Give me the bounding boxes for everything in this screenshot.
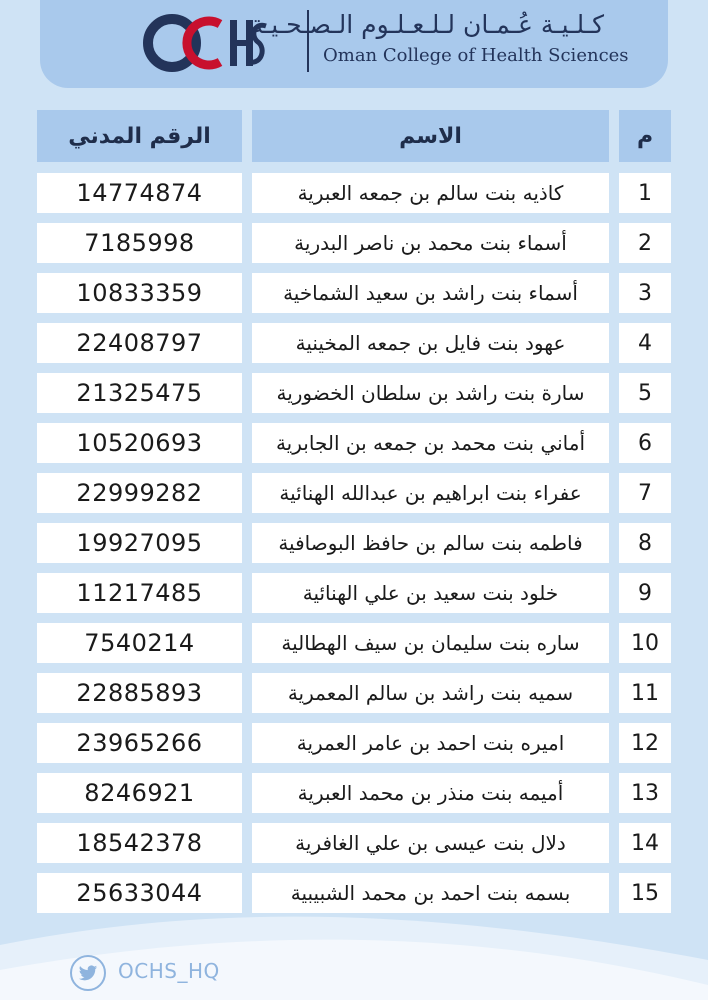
row-number: 9 bbox=[619, 573, 671, 613]
row-name: خلود بنت سعيد بن علي الهنائية bbox=[252, 573, 609, 613]
row-civil-id: 7540214 bbox=[37, 623, 242, 663]
table-row bbox=[0, 623, 708, 663]
table-row bbox=[0, 473, 708, 513]
row-number: 8 bbox=[619, 523, 671, 563]
column-header-name: الاسم bbox=[252, 110, 609, 162]
row-civil-id: 19927095 bbox=[37, 523, 242, 563]
row-name: كاذيه بنت سالم بن جمعه العبرية bbox=[252, 173, 609, 213]
table-row bbox=[0, 523, 708, 563]
table-row bbox=[0, 723, 708, 763]
row-number: 3 bbox=[619, 273, 671, 313]
row-number: 1 bbox=[619, 173, 671, 213]
table-row bbox=[0, 223, 708, 263]
college-name-english: Oman College of Health Sciences bbox=[323, 45, 629, 66]
column-header-number: م bbox=[619, 110, 671, 162]
row-number: 15 bbox=[619, 873, 671, 913]
table-row bbox=[0, 573, 708, 613]
ochs-logo-icon bbox=[142, 8, 267, 78]
twitter-icon bbox=[70, 955, 106, 991]
table-row bbox=[0, 373, 708, 413]
row-civil-id: 18542378 bbox=[37, 823, 242, 863]
row-name: أسماء بنت محمد بن ناصر البدرية bbox=[252, 223, 609, 263]
table-row bbox=[0, 273, 708, 313]
row-number: 4 bbox=[619, 323, 671, 363]
row-name: عفراء بنت ابراهيم بن عبدالله الهنائية bbox=[252, 473, 609, 513]
row-name: أماني بنت محمد بن جمعه بن الجابرية bbox=[252, 423, 609, 463]
row-number: 14 bbox=[619, 823, 671, 863]
row-number: 13 bbox=[619, 773, 671, 813]
row-civil-id: 10833359 bbox=[37, 273, 242, 313]
header-banner bbox=[40, 0, 668, 88]
table-row bbox=[0, 823, 708, 863]
row-name: أميمه بنت منذر بن محمد العبرية bbox=[252, 773, 609, 813]
row-name: سميه بنت راشد بن سالم المعمرية bbox=[252, 673, 609, 713]
row-number: 2 bbox=[619, 223, 671, 263]
row-name: دلال بنت عيسى بن علي الغافرية bbox=[252, 823, 609, 863]
row-name: عهود بنت فايل بن جمعه المخينية bbox=[252, 323, 609, 363]
row-civil-id: 8246921 bbox=[37, 773, 242, 813]
footer-wave bbox=[0, 900, 708, 1000]
row-civil-id: 22885893 bbox=[37, 673, 242, 713]
row-civil-id: 23965266 bbox=[37, 723, 242, 763]
row-number: 5 bbox=[619, 373, 671, 413]
row-civil-id: 22408797 bbox=[37, 323, 242, 363]
row-civil-id: 14774874 bbox=[37, 173, 242, 213]
table-row bbox=[0, 173, 708, 213]
row-number: 12 bbox=[619, 723, 671, 763]
table-row bbox=[0, 423, 708, 463]
row-name: ساره بنت سليمان بن سيف الهطالية bbox=[252, 623, 609, 663]
row-name: فاطمه بنت سالم بن حافظ البوصافية bbox=[252, 523, 609, 563]
row-number: 7 bbox=[619, 473, 671, 513]
row-civil-id: 7185998 bbox=[37, 223, 242, 263]
row-number: 11 bbox=[619, 673, 671, 713]
row-number: 10 bbox=[619, 623, 671, 663]
row-civil-id: 21325475 bbox=[37, 373, 242, 413]
column-header-civil-id: الرقم المدني bbox=[37, 110, 242, 162]
row-name: أسماء بنت راشد بن سعيد الشماخية bbox=[252, 273, 609, 313]
row-civil-id: 22999282 bbox=[37, 473, 242, 513]
table-row bbox=[0, 773, 708, 813]
twitter-handle: OCHS_HQ bbox=[118, 959, 220, 983]
table-row bbox=[0, 673, 708, 713]
row-number: 6 bbox=[619, 423, 671, 463]
row-name: سارة بنت راشد بن سلطان الخضورية bbox=[252, 373, 609, 413]
row-civil-id: 25633044 bbox=[37, 873, 242, 913]
row-civil-id: 11217485 bbox=[37, 573, 242, 613]
table-row bbox=[0, 323, 708, 363]
row-name: بسمه بنت احمد بن محمد الشبيبية bbox=[252, 873, 609, 913]
row-civil-id: 10520693 bbox=[37, 423, 242, 463]
row-name: اميره بنت احمد بن عامر العمرية bbox=[252, 723, 609, 763]
college-name-arabic: كـلـيـة عُـمـان لـلـعـلـوم الـصـحـيـة bbox=[250, 10, 604, 39]
